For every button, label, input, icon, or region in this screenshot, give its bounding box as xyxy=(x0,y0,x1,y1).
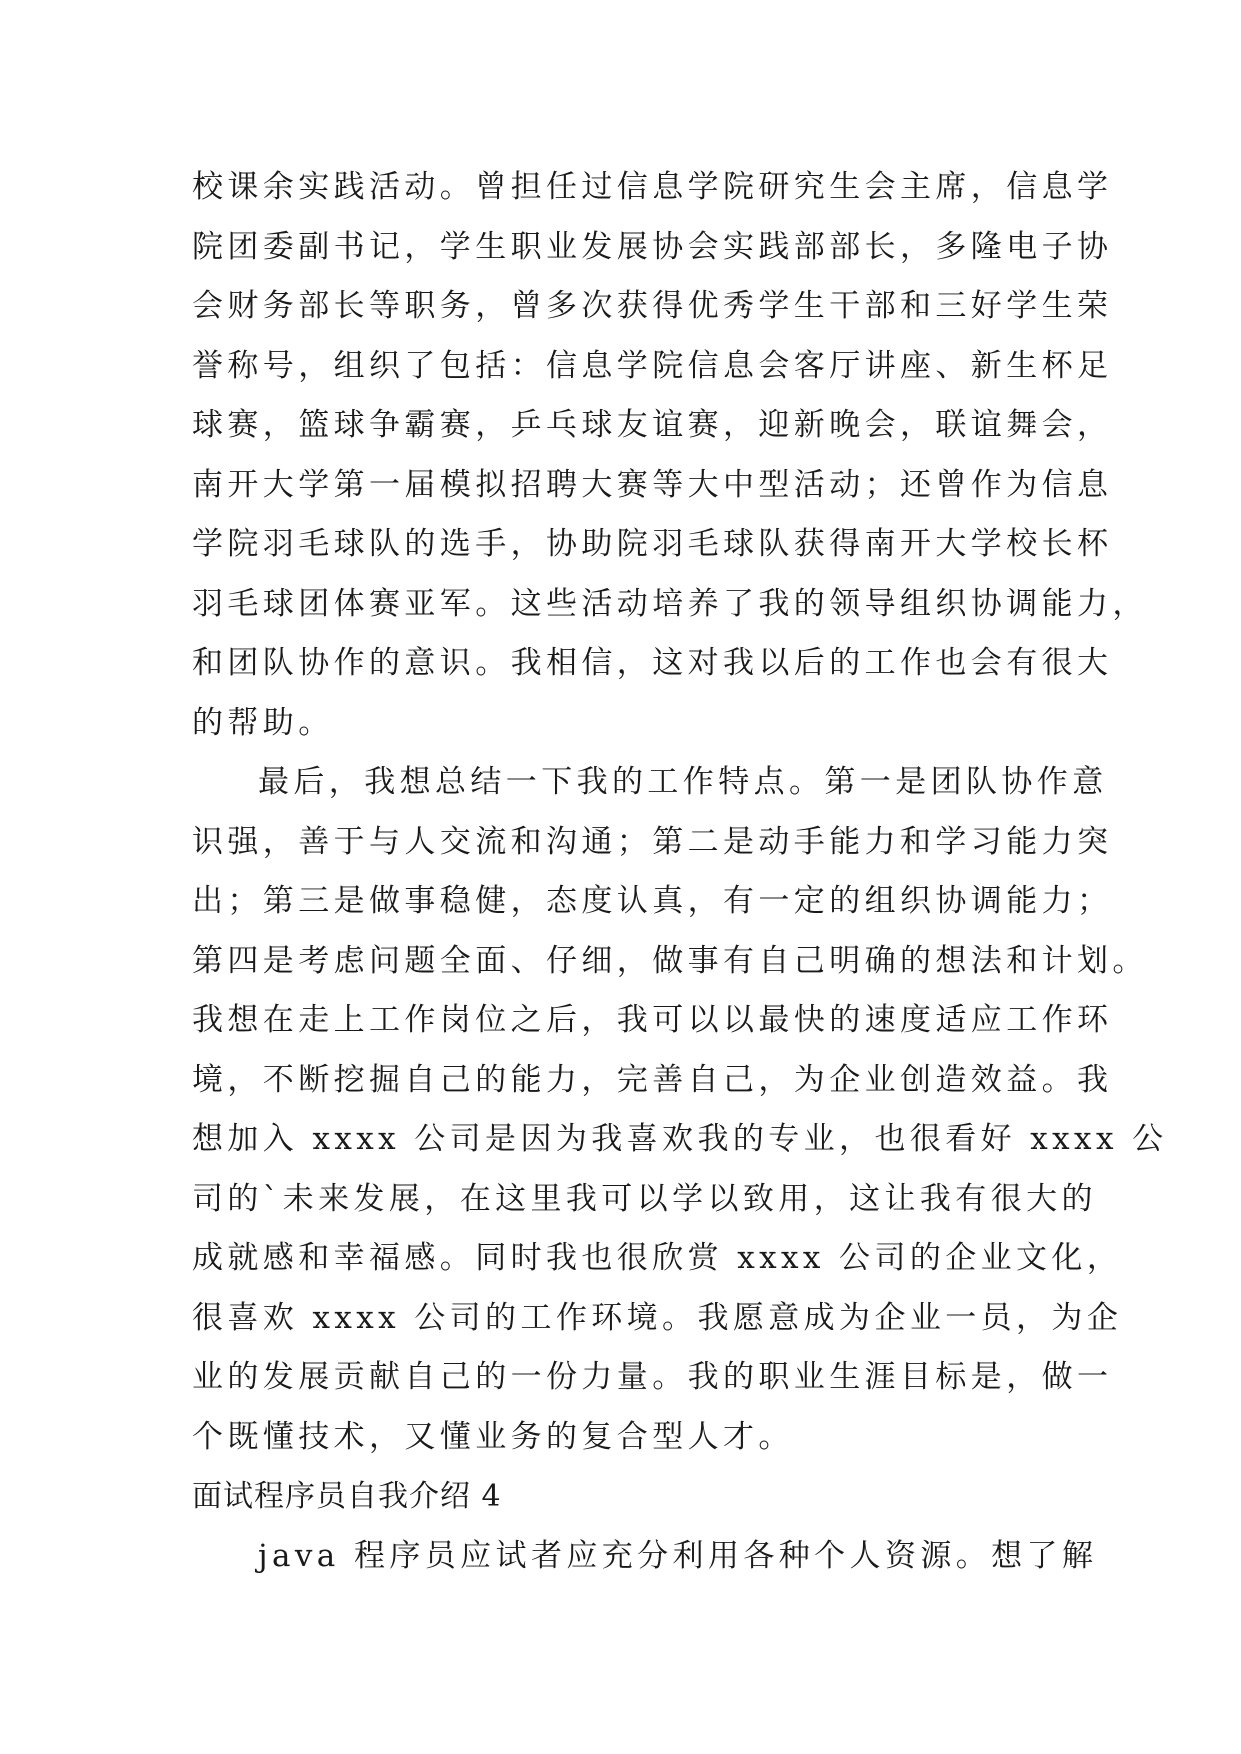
paragraph-line: 很喜欢 xxxx 公司的工作环境。我愿意成为企业一员，为企 xyxy=(192,1299,1123,1336)
paragraph-line: 羽毛球团体赛亚军。这些活动培养了我的领导组织协调能力， xyxy=(192,585,1148,622)
paragraph-line: 和团队协作的意识。我相信，这对我以后的工作也会有很大 xyxy=(192,645,1113,681)
paragraph-line: 出；第三是做事稳健，态度认真，有一定的组织协调能力； xyxy=(192,883,1113,919)
paragraph-line: 球赛，篮球争霸赛，乒乓球友谊赛，迎新晚会，联谊舞会， xyxy=(192,407,1113,443)
paragraph-first-line: java 程序员应试者应充分利用各种个人资源。想了解 xyxy=(258,1537,1098,1574)
paragraph-line: 司的`未来发展，在这里我可以学以致用，这让我有很大的 xyxy=(192,1180,1097,1217)
paragraph-line: 第四是考虑问题全面、仔细，做事有自己明确的想法和计划。 xyxy=(192,942,1148,979)
paragraph-line: 的帮助。 xyxy=(192,704,334,741)
paragraph-line: 境，不断挖掘自己的能力，完善自己，为企业创造效益。我 xyxy=(192,1061,1113,1098)
section-heading: 面试程序员自我介绍 4 xyxy=(192,1479,502,1514)
paragraph-line: 院团委副书记，学生职业发展协会实践部部长，多隆电子协 xyxy=(192,228,1113,265)
paragraph-line: 个既懂技术，又懂业务的复合型人才。 xyxy=(192,1418,794,1455)
paragraph-line: 业的发展贡献自己的一份力量。我的职业生涯目标是，做一 xyxy=(192,1359,1113,1395)
paragraph-line: 誉称号，组织了包括：信息学院信息会客厅讲座、新生杯足 xyxy=(192,347,1113,384)
paragraph-first-line: 最后，我想总结一下我的工作特点。第一是团队协作意 xyxy=(258,764,1108,800)
paragraph-line: 想加入 xxxx 公司是因为我喜欢我的专业，也很看好 xxxx 公 xyxy=(192,1121,1168,1157)
paragraph-line: 校课余实践活动。曾担任过信息学院研究生会主席，信息学 xyxy=(192,169,1113,205)
paragraph-line: 学院羽毛球队的选手，协助院羽毛球队获得南开大学校长杯 xyxy=(192,526,1113,562)
paragraph-line: 成就感和幸福感。同时我也很欣赏 xxxx 公司的企业文化， xyxy=(192,1240,1123,1276)
document-body xyxy=(192,158,1168,1586)
paragraph-line: 我想在走上工作岗位之后，我可以以最快的速度适应工作环 xyxy=(192,1002,1113,1038)
paragraph-line: 会财务部长等职务，曾多次获得优秀学生干部和三好学生荣 xyxy=(192,288,1113,324)
paragraph-line: 南开大学第一届模拟招聘大赛等大中型活动；还曾作为信息 xyxy=(192,466,1113,503)
paragraph-line: 识强，善于与人交流和沟通；第二是动手能力和学习能力突 xyxy=(192,823,1113,860)
